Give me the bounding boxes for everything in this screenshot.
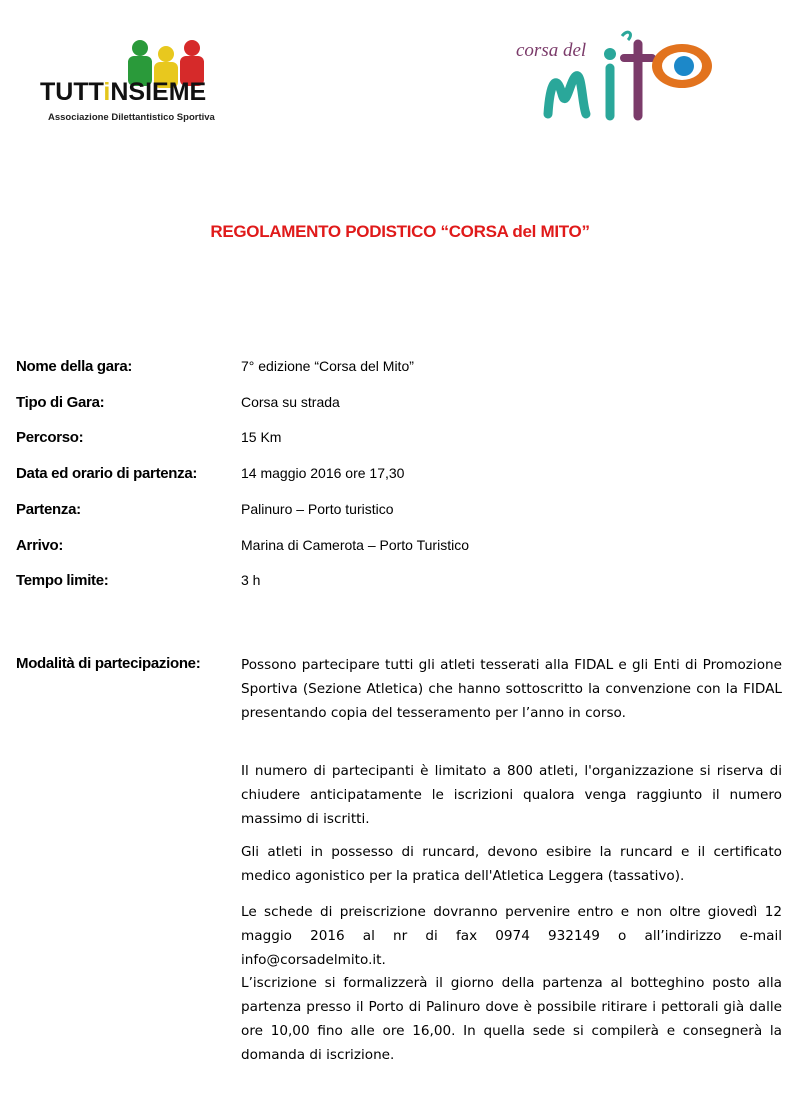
tuttinsieme-logo xyxy=(38,38,278,130)
detail-value: Corsa su strada xyxy=(241,394,340,410)
detail-value: 3 h xyxy=(241,572,261,588)
page-title: REGOLAMENTO PODISTICO “CORSA del MITO” xyxy=(210,222,590,241)
participation-paragraph: Il numero di partecipanti è limitato a 800 atleti, l'organizzazione si riserva di chiudere anticipatamente le iscrizioni qualora venga raggiunto il numero massimo di iscritti. xyxy=(241,763,782,827)
detail-value: Marina di Camerota – Porto Turistico xyxy=(241,537,469,553)
brand-name: TUTTiNSIEME xyxy=(40,78,207,106)
detail-label: Partenza: xyxy=(16,501,81,518)
detail-value: 7° edizione “Corsa del Mito” xyxy=(241,358,414,374)
detail-label: Nome della gara: xyxy=(16,358,133,375)
participation-paragraph: Possono partecipare tutti gli atleti tesserati alla FIDAL e gli Enti di Promozione Sportiva (Sezione Atletica) che hanno sottoscritto la convenzione con la FIDAL presentando copia del tesseramento per l’anno in corso. xyxy=(241,657,782,721)
detail-label: Tipo di Gara: xyxy=(16,394,105,411)
detail-value: 15 Km xyxy=(241,429,282,445)
detail-value: 14 maggio 2016 ore 17,30 xyxy=(241,465,405,481)
detail-label: Percorso: xyxy=(16,429,84,446)
corsa-del-mito-logo xyxy=(510,24,720,128)
participation-paragraph: L’iscrizione si formalizzerà il giorno della partenza al botteghino posto alla partenza presso il Porto di Palinuro dove è possibile ritirare i pettorali già dalle ore 10,00 fino alle ore 16,00. In quella sede si compilerà e consegnerà la domanda di iscrizione. xyxy=(241,975,782,1063)
participation-label: Modalità di partecipazione: xyxy=(16,655,201,672)
detail-value: Palinuro – Porto turistico xyxy=(241,501,394,517)
participation-paragraph: Gli atleti in possesso di runcard, devono esibire la runcard e il certificato medico agonistico per la pratica dell'Atletica Leggera (tassativo). xyxy=(241,844,782,884)
mito-icon xyxy=(510,24,720,128)
detail-label: Tempo limite: xyxy=(16,572,109,589)
detail-label: Data ed orario di partenza: xyxy=(16,465,198,482)
logo-corsa-text: corsa del xyxy=(516,40,587,61)
participation-paragraph: Le schede di preiscrizione dovranno pervenire entro e non oltre giovedì 12 maggio 2016 al nr di fax 0974 932149 o all’indirizzo e-mail info@corsadelmito.it. xyxy=(241,904,782,968)
detail-label: Arrivo: xyxy=(16,537,64,554)
brand-subtitle: Associazione Dilettantistico Sportiva xyxy=(48,112,215,123)
